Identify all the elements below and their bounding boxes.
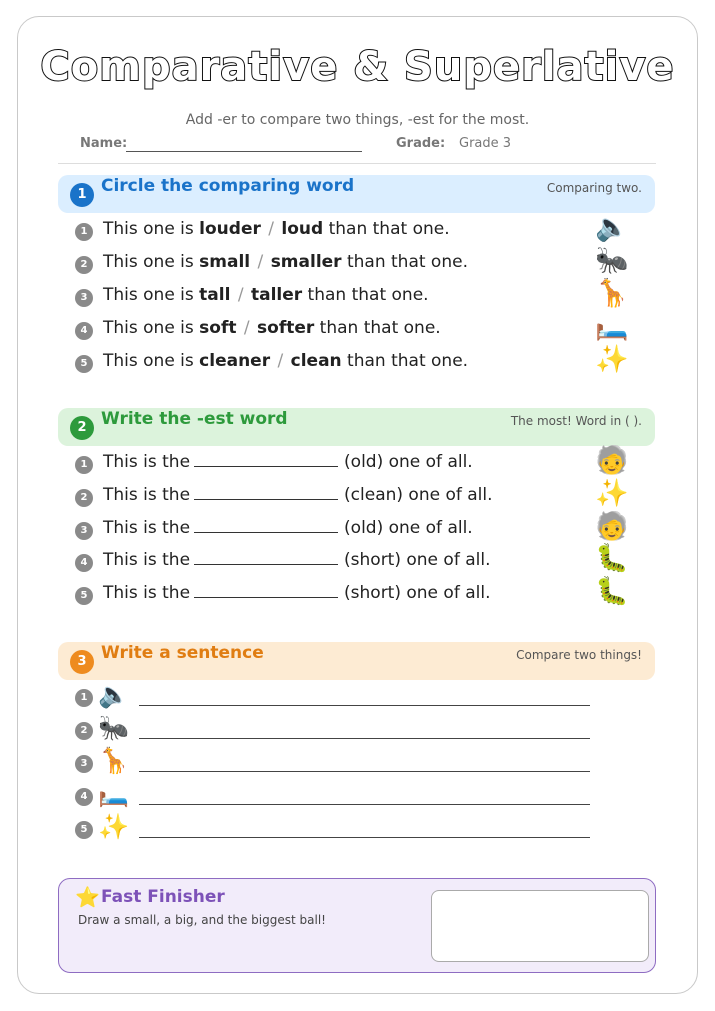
section-2-hint: The most! Word in ( ). [510,414,642,428]
item-sentence [103,550,490,570]
sentence-suffix: than that one. [314,318,441,338]
bed-icon: 🛏️ [595,311,629,342]
sentence-answer-line[interactable] [139,771,590,772]
section-1-badge: 1 [70,183,94,207]
word-option-b[interactable]: clean [290,351,342,371]
circle-word-item [75,245,655,282]
item-number: 3 [75,289,93,307]
sentence-suffix: (short) one of all. [344,550,491,570]
section-3-hint: Compare two things! [516,648,642,662]
section-1-hint: Comparing two. [546,181,642,195]
item-number: 3 [75,522,93,540]
section-1-header [58,175,655,213]
item-number: 1 [75,689,93,707]
answer-blank[interactable] [194,551,338,565]
section-3-title: Write a sentence [101,643,264,663]
grade-label: Grade: [396,136,446,151]
giraffe-icon: 🦒 [98,746,130,775]
sentence-suffix: than that one. [341,351,469,371]
item-number: 2 [75,256,93,274]
sparkles-icon: ✨ [595,344,629,375]
name-label: Name: [80,136,128,151]
word-option-a[interactable]: louder [199,219,261,239]
item-sentence [103,518,473,538]
word-option-b[interactable]: taller [250,285,303,305]
fast-finisher-title: Fast Finisher [101,887,225,907]
giraffe-icon: 🦒 [595,278,629,309]
section-2-badge: 2 [70,416,94,440]
page-subtitle: Add -er to compare two things, -est for the most. [185,112,530,128]
star-icon: ⭐ [75,885,100,909]
sentence-prefix: This one is [103,252,200,272]
slash-divider: / [238,318,256,338]
page-title: Comparative & Superlative [40,44,675,90]
caterpillar-icon: 🐛 [595,543,629,574]
sentence-item [75,713,595,748]
answer-blank[interactable] [194,453,338,467]
ant-icon: 🐜 [98,713,130,742]
item-number: 1 [75,223,93,241]
sentence-suffix: (old) one of all. [344,518,473,538]
ant-icon: 🐜 [595,245,629,276]
caterpillar-icon: 🐛 [595,576,629,607]
item-number: 4 [75,554,93,572]
fast-finisher-box [58,878,656,973]
item-sentence [103,285,429,305]
sentence-prefix: This is the [103,452,191,472]
item-sentence [103,452,473,472]
slash-divider: / [272,351,289,371]
slash-divider: / [232,285,249,305]
sentence-prefix: This one is [103,318,200,338]
word-option-b[interactable]: loud [281,219,324,239]
sentence-answer-line[interactable] [139,804,590,805]
sentence-prefix: This one is [103,219,200,239]
sentence-suffix: than that one. [341,252,468,272]
item-number: 5 [75,355,93,373]
sentence-suffix: than that one. [302,285,429,305]
item-number: 2 [75,489,93,507]
item-sentence [103,219,450,239]
sentence-suffix: (old) one of all. [344,452,473,472]
section-3-header [58,642,655,680]
section-1-title: Circle the comparing word [101,176,355,196]
circle-word-item [75,212,655,249]
fill-blank-item [75,478,655,515]
sentence-item [75,779,595,814]
fast-finisher-instructions: Draw a small, a big, and the biggest ball! [78,913,326,927]
word-option-a[interactable]: small [199,252,251,272]
sentence-prefix: This is the [103,518,191,538]
answer-blank[interactable] [194,584,338,598]
sentence-suffix: than that one. [323,219,450,239]
item-sentence [103,351,468,371]
sentence-prefix: This is the [103,485,191,505]
section-2-title: Write the -est word [101,409,288,429]
fill-blank-item [75,511,655,548]
section-3-badge: 3 [70,650,94,674]
word-option-b[interactable]: smaller [270,252,342,272]
name-grade-row [80,136,640,156]
item-number: 5 [75,587,93,605]
answer-blank[interactable] [194,519,338,533]
item-sentence [103,252,468,272]
sentence-answer-line[interactable] [139,837,590,838]
sentence-item [75,746,595,781]
sparkles-icon: ✨ [98,812,130,841]
item-sentence [103,318,441,338]
sentence-item [75,680,595,715]
fill-blank-item [75,445,655,482]
slash-divider: / [252,252,269,272]
sentence-suffix: (clean) one of all. [344,485,493,505]
sentence-prefix: This is the [103,550,191,570]
sentence-item [75,812,595,847]
circle-word-item [75,278,655,315]
sentence-suffix: (short) one of all. [344,583,491,603]
answer-blank[interactable] [194,486,338,500]
sentence-prefix: This one is [103,285,200,305]
sentence-answer-line[interactable] [139,705,590,706]
drawing-area[interactable] [431,890,649,962]
word-option-b[interactable]: softer [257,318,315,338]
word-option-a[interactable]: tall [199,285,231,305]
speaker-icon: 🔈 [595,212,629,243]
name-field[interactable] [126,151,362,152]
item-number: 5 [75,821,93,839]
speaker-icon: 🔈 [98,680,130,709]
fill-blank-item [75,543,655,580]
item-sentence [103,583,490,603]
word-option-a[interactable]: soft [199,318,237,338]
item-sentence [103,485,493,505]
item-number: 4 [75,788,93,806]
fill-blank-item [75,576,655,613]
slash-divider: / [262,219,280,239]
item-number: 4 [75,322,93,340]
circle-word-item [75,344,655,381]
sentence-prefix: This one is [103,351,200,371]
sentence-answer-line[interactable] [139,738,590,739]
grade-value: Grade 3 [459,136,512,151]
sentence-prefix: This is the [103,583,191,603]
bed-icon: 🛏️ [98,779,130,808]
item-number: 2 [75,722,93,740]
old-person-icon: 🧓 [595,511,629,542]
item-number: 1 [75,456,93,474]
header-divider [58,163,656,164]
sparkles-icon: ✨ [595,478,629,509]
circle-word-item [75,311,655,348]
item-number: 3 [75,755,93,773]
section-2-header [58,408,655,446]
old-person-icon: 🧓 [595,445,629,476]
word-option-a[interactable]: cleaner [199,351,271,371]
